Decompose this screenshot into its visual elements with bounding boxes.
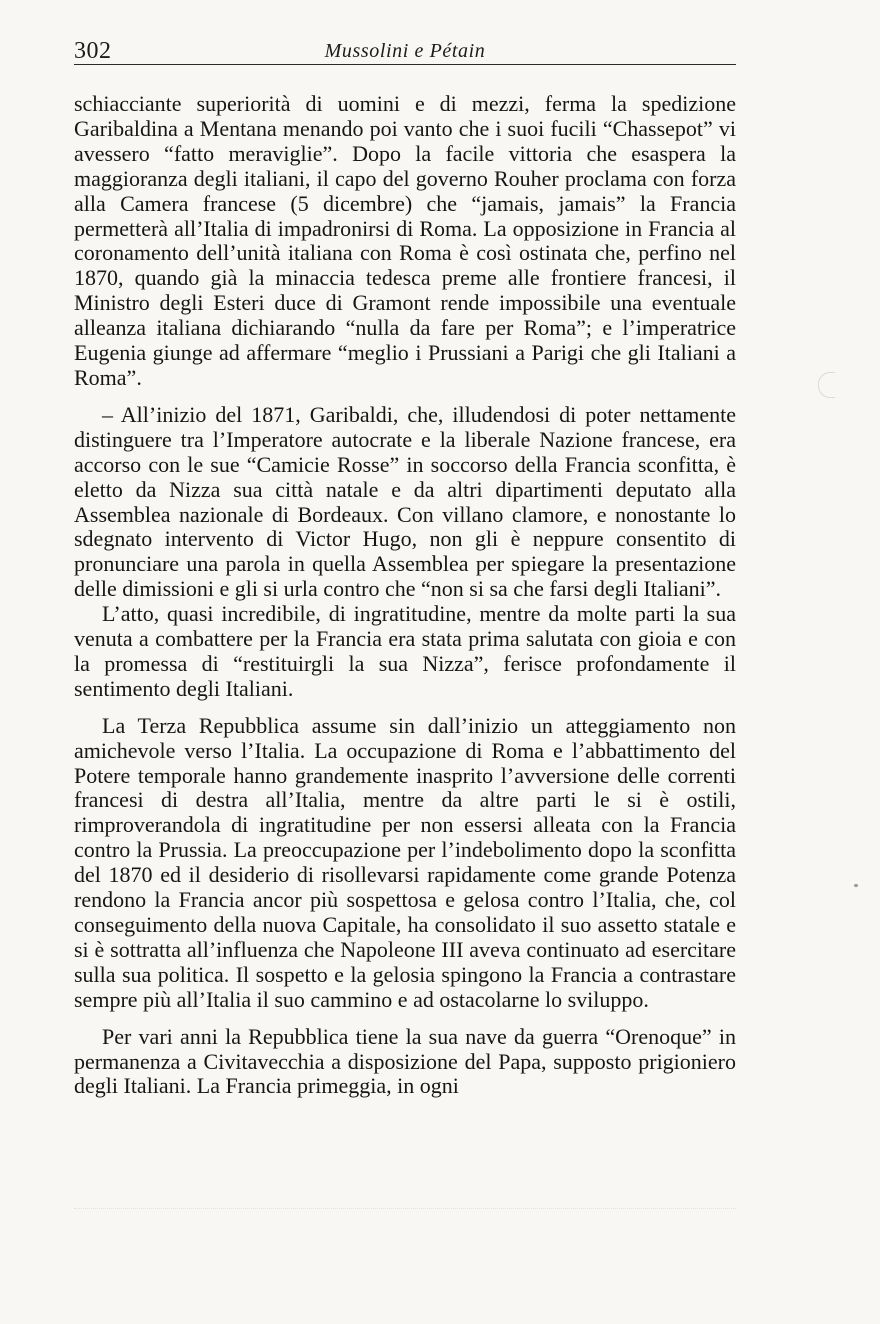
speck-mark [854,884,858,887]
body-text [74,92,736,1099]
paragraph-garibaldi: – All’inizio del 1871, Garibaldi, che, illudendosi di poter nettamente distinguere tra l’Imperatore autocrate e la liberale Nazione francese, era accorso con le sue “Camicie Rosse” in soccorso della Francia sconfitta, è eletto da Nizza sua città natale e da altri dipartimenti deputato alla Assemblea nazionale di Bordeaux. Con villano clamore, e nonostante lo sdegnato intervento di Victor Hugo, non gli è neppure consentito di pronunciare una parola in quella Assemblea per spiegare la presentazione delle dimissioni e gli si urla contro che “non si sa che farsi degli Italiani”. [74,401,736,602]
paragraph-third-republic: La Terza Repubblica assume sin dall’inizio un atteggiamento non amichevole verso l’Italia. La occupazione di Roma e l’abbattimento del Potere temporale hanno grandemente inasprito l’avversione delle correnti francesi di destra all’Italia, mentre da altre parti le si è ostili, rimproverandola di ingratitudine per non essersi alleata con la Francia contro la Prussia. La preoccupazione per l’indebolimento dopo la sconfitta del 1870 ed il desiderio di risollevarsi rapidamente come grande Potenza rendono la Francia ancor più sospettosa e gelosa contro l’Italia, che, col conseguimento della nuova Capitale, ha consolidato il suo assetto statale e si è sottratta all’influenza che Napoleone III aveva continuato ad esercitare sulla sua politica. Il sospetto e la gelosia spingono la Francia a contrastare sempre più all’Italia il suo cammino e ad ostacolarne lo sviluppo. [74,712,736,1012]
running-title: Mussolini e Pétain [324,40,486,62]
show-through-line [74,1208,736,1219]
running-header [74,34,736,65]
show-through-mark [818,372,835,398]
paragraph-ingratitude: L’atto, quasi incredibile, di ingratitudine, mentre da molte parti la sua venuta a combattere per la Francia era stata prima salutata con gioia e con la promessa di “restituirgli la sua Nizza”, ferisce profondamente il sentimento degli Italiani. [74,601,736,701]
paragraph-continuation: schiacciante superiorità di uomini e di mezzi, ferma la spedizione Garibaldina a Mentana menando poi vanto che i suoi fucili “Chassepot” vi avessero “fatto meraviglie”. Dopo la facile vittoria che esaspera la maggioranza degli italiani, il capo del governo Rouher proclama con forza alla Camera francese (5 dicembre) che “jamais, jamais” la Francia permetterà all’Italia di impadronirsi di Roma. La opposizione in Francia al coronamento dell’unità italiana con Roma è così ostinata che, perfino nel 1870, quando già la minaccia tedesca preme alle frontiere francesi, il Ministro degli Esteri duce di Gramont rende impossibile una eventuale alleanza italiana dichiarando “nulla da fare per Roma”; e l’imperatrice Eugenia giunge ad affermare “meglio i Prussiani a Parigi che gli Italiani a Roma”. [74,91,736,390]
paragraph-orenoque: Per vari anni la Repubblica tiene la sua nave da guerra “Orenoque” in permanenza a Civitavecchia a disposizione del Papa, supposto prigioniero degli Italiani. La Francia primeggia, in ogni [74,1023,736,1099]
page-number: 302 [74,38,112,64]
